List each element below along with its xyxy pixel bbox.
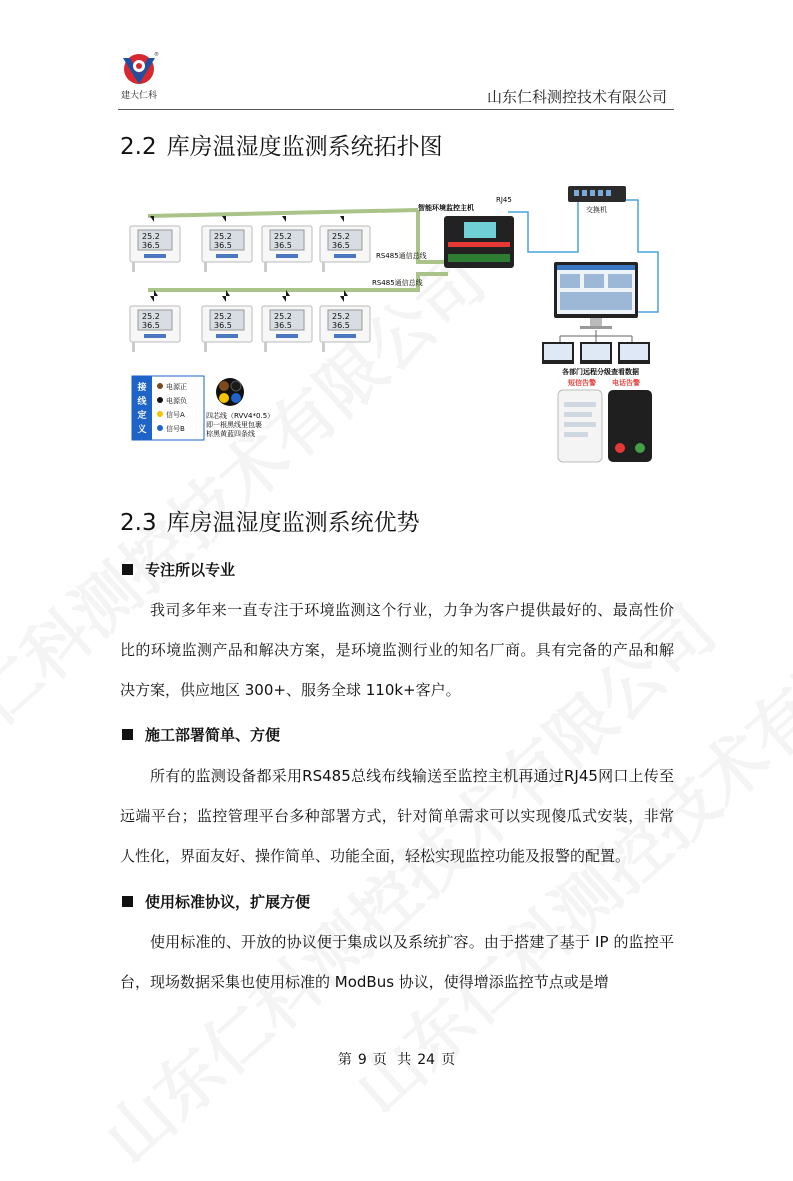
department-label: 各部门远程分级查看数据 [562, 368, 639, 376]
section-title: 库房温湿度监测系统拓扑图 [166, 134, 443, 160]
sensor-temperature: 25.2 [332, 312, 350, 321]
cable-note-2: 即一根黑线里包裹 [206, 421, 262, 429]
footer-prefix: 第 [337, 1052, 352, 1068]
wiring-title-char: 定 [137, 411, 147, 421]
sensor-probe [322, 342, 325, 352]
host-label: 智能环境监控主机 [418, 204, 474, 212]
sensor-probe [132, 262, 135, 272]
wire-color-dot [157, 397, 163, 403]
sensor-buttons [334, 254, 356, 258]
advantage-heading-3 [122, 891, 310, 912]
sensor-buttons [216, 254, 238, 258]
sensor-humidity: 36.5 [332, 321, 350, 330]
phone-sms-icon [558, 390, 602, 462]
sensor-probe [264, 342, 267, 352]
footer-total-prefix: 共 [397, 1052, 412, 1068]
svg-text:®: ® [154, 52, 159, 58]
temp-humidity-sensor [202, 226, 252, 272]
sensor-temperature: 25.2 [274, 312, 292, 321]
sensor-buttons [276, 254, 298, 258]
bullet-square-icon [122, 564, 133, 575]
section-number: 2.2 [120, 134, 157, 160]
section-number: 2.3 [120, 510, 157, 536]
company-name: 山东仁科测控技术有限公司 [486, 88, 667, 106]
page-footer [0, 1049, 793, 1069]
wiring-item-label: 电源负 [166, 397, 187, 405]
bus-label-2: RS485通信总线 [372, 279, 423, 287]
wiring-title-char: 义 [137, 425, 147, 435]
advantage-paragraph-2: 所有的监测设备都采用RS485总线布线输送至监控主机再通过RJ45网口上传至远端平台；监控管理平台多种部署方式，针对简单需求可以实现傻瓜式安装，非常人性化，界面友好、操作简单、功能全面，轻松实现监控功能及报警的配置。 [120, 767, 674, 865]
sensor-humidity: 36.5 [332, 241, 350, 250]
call-alarm-label: 电话告警 [612, 379, 640, 387]
bullet-square-icon [122, 896, 133, 907]
advantage-heading-2 [122, 724, 280, 745]
sms-alarm-label: 短信告警 [568, 379, 596, 387]
section-title: 库房温湿度监测系统优势 [166, 510, 420, 536]
section-heading-advantages [120, 504, 420, 537]
page-number: 9 [357, 1052, 367, 1068]
sensor-humidity: 36.5 [274, 321, 292, 330]
wire-color-dot [157, 411, 163, 417]
advantage-paragraph-3: 使用标准的、开放的协议便于集成以及系统扩容。由于搭建了基于 IP 的监控平台，现场数据采集也使用标准的 ModBus 协议，使得增添监控节点或是增 [120, 933, 674, 991]
sensor-probe [204, 262, 207, 272]
wire-color-dot [157, 425, 163, 431]
network-switch [568, 186, 626, 202]
cable-cross-section-icon [216, 378, 244, 406]
footer-page-word: 页 [372, 1052, 387, 1068]
sensor-buttons [334, 334, 356, 338]
advantage-heading-text: 专注所以专业 [145, 561, 236, 579]
sensor-humidity: 36.5 [142, 321, 160, 330]
wiring-item-label: 电源正 [166, 383, 187, 391]
logo-text: 建大仁科 [120, 91, 157, 101]
sensor-humidity: 36.5 [214, 241, 232, 250]
sensor-probe [204, 342, 207, 352]
advantage-heading-text: 使用标准协议，扩展方便 [145, 893, 311, 911]
advantage-heading-text: 施工部署简单、方便 [145, 726, 281, 744]
wiring-title-char: 接 [137, 383, 147, 393]
sensor-buttons [144, 254, 166, 258]
phone-call-icon [608, 390, 652, 462]
monitor-icon [554, 262, 638, 329]
sensor-probe [132, 342, 135, 352]
cable-note-3: 棕黑黄蓝四条线 [206, 430, 255, 438]
bus-label-1: RS485通信总线 [376, 252, 427, 260]
sensor-temperature: 25.2 [142, 232, 160, 241]
sensor-buttons [276, 334, 298, 338]
monitoring-host [444, 216, 514, 268]
section-heading-topology [120, 128, 443, 161]
header-divider [118, 109, 674, 110]
sensor-buttons [216, 334, 238, 338]
sensor-probe [264, 262, 267, 272]
topology-diagram [118, 182, 674, 466]
advantage-heading-1 [122, 559, 235, 580]
wiring-title-char: 线 [137, 397, 147, 407]
wiring-item-label: 信号B [166, 425, 185, 433]
temp-humidity-sensor [320, 306, 370, 352]
wiring-item-label: 信号A [166, 411, 185, 419]
sensor-humidity: 36.5 [214, 321, 232, 330]
temp-humidity-sensor [202, 306, 252, 352]
temp-humidity-sensor [262, 226, 312, 272]
department-monitors [542, 342, 650, 364]
sensor-humidity: 36.5 [142, 241, 160, 250]
sensor-temperature: 25.2 [332, 232, 350, 241]
temp-humidity-sensor [130, 226, 180, 272]
total-pages: 24 [417, 1052, 436, 1068]
wire-color-dot [157, 383, 163, 389]
sensor-humidity: 36.5 [274, 241, 292, 250]
cable-note-1: 四芯线（RVV4*0.5） [206, 412, 275, 420]
sensor-temperature: 25.2 [214, 312, 232, 321]
switch-label: 交换机 [586, 206, 607, 214]
sensor-temperature: 25.2 [214, 232, 232, 241]
temp-humidity-sensor [262, 306, 312, 352]
footer-total-word: 页 [441, 1052, 456, 1068]
sensor-temperature: 25.2 [274, 232, 292, 241]
rj45-label: RJ45 [496, 196, 512, 204]
temp-humidity-sensor [130, 306, 180, 352]
cable-drop-arrow [222, 216, 230, 222]
temp-humidity-sensor [320, 226, 370, 272]
sensor-buttons [144, 334, 166, 338]
cable-drop-arrow [282, 216, 290, 222]
sensor-probe [322, 262, 325, 272]
sensor-temperature: 25.2 [142, 312, 160, 321]
bullet-square-icon [122, 729, 133, 740]
advantage-paragraph-1: 我司多年来一直专注于环境监测这个行业，力争为客户提供最好的、最高性价比的环境监测产品和解决方案，是环境监测行业的知名厂商。具有完备的产品和解决方案，供应地区 300+、服务全球 110k+客户。 [120, 601, 674, 699]
cable-drop-arrow [340, 216, 348, 222]
